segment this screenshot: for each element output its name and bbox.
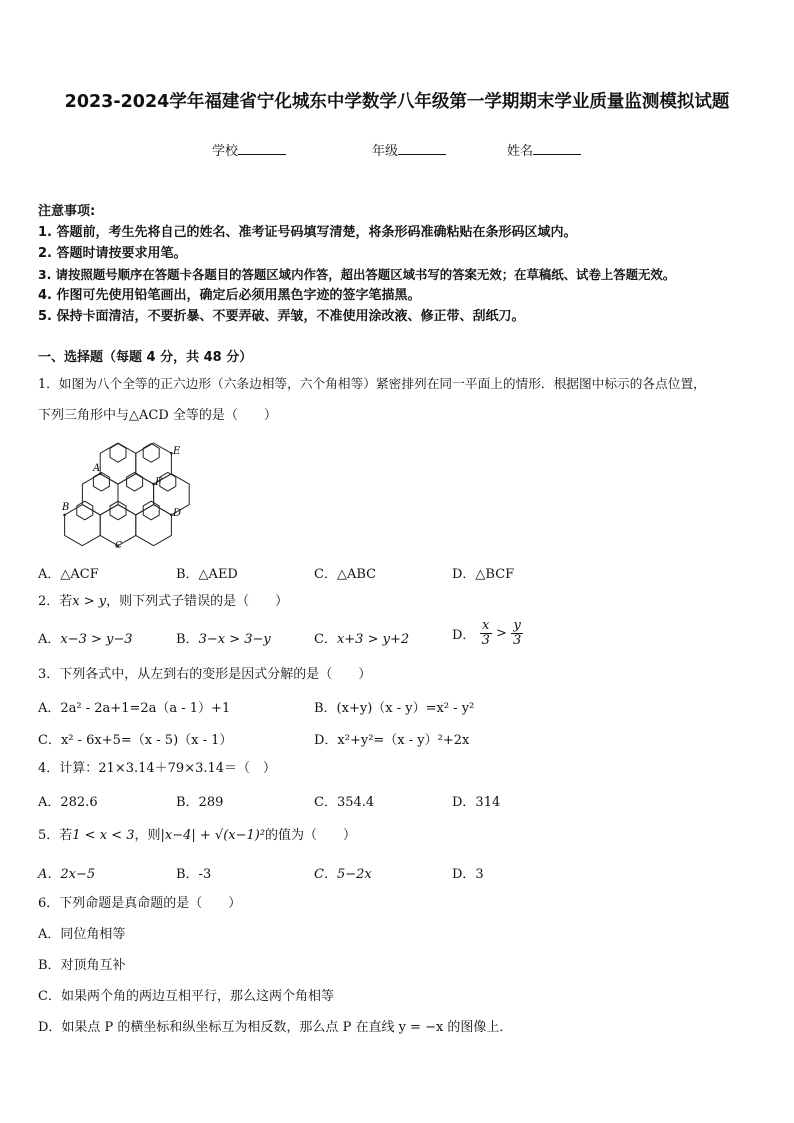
hexagon-outline <box>82 474 118 515</box>
hexagon-figure <box>60 438 190 550</box>
q6-option-a: A．同位角相等 <box>38 927 126 942</box>
point-label-b: B <box>62 502 70 513</box>
hexagon-outline <box>100 443 136 484</box>
hexagon-cell <box>143 444 159 463</box>
school-field <box>212 140 286 159</box>
point-b <box>63 514 66 517</box>
point-label-d: D <box>173 508 182 519</box>
q4-option-d: D．314 <box>452 795 501 810</box>
q4-option-b: B．289 <box>176 795 224 810</box>
q2-option-b: B．3−x > 3−y <box>176 632 271 647</box>
q5-option-b: B．-3 <box>176 867 212 882</box>
q2-option-c: C．x+3 > y+2 <box>314 632 410 647</box>
point-label-c: C <box>115 541 122 550</box>
notice-heading: 注意事项: <box>38 204 96 219</box>
school-label: 学校 <box>212 144 239 159</box>
hexagon-cell <box>143 501 159 520</box>
hexagon-outline <box>136 505 172 546</box>
grade-label: 年级 <box>372 144 399 159</box>
hexagon-outline <box>65 505 101 546</box>
q1-option-d: D．△BCF <box>452 567 515 582</box>
hexagon-outline <box>136 443 172 484</box>
q1-stem-line2: 下列三角形中与△ACD 全等的是（ ） <box>38 408 277 423</box>
notice-item: 5. 保持卡面清洁，不要折暴、不要弄破、弄皱，不准使用涂改液、修正带、刮纸刀。 <box>38 309 525 324</box>
q3-option-d: D．x²+y²=（x - y）²+2x <box>314 733 470 748</box>
q5-suffix: 的值为（ ） <box>265 828 357 843</box>
q3-option-a: A．2a² - 2a+1=2a（a - 1）+1 <box>38 701 231 716</box>
notice-item: 2. 答题时请按要求用笔。 <box>38 246 187 261</box>
q3-option-b: B．(x+y)（x - y）=x² - y² <box>314 701 475 716</box>
q6-option-b: B．对顶角互补 <box>38 958 126 973</box>
q5-expression: |x−4| + √(x−1)² <box>160 828 266 843</box>
hexagon-outline <box>118 474 154 515</box>
name-label: 姓名 <box>507 144 534 159</box>
school-blank <box>238 142 286 155</box>
q5-option-c: C．5−2x <box>314 867 372 882</box>
q5-condition: 1 < x < 3 <box>72 828 135 843</box>
grade-field <box>372 140 446 159</box>
hexagon-cell <box>93 472 109 491</box>
q6-option-d: D．如果点 P 的横坐标和纵坐标互为相反数，那么点 P 在直线 y = −x 的图像上． <box>38 1020 513 1035</box>
q6-stem: 6．下列命题是真命题的是（ ） <box>38 896 242 911</box>
q1-stem-line1: 1．如图为八个全等的正六边形（六条边相等，六个角相等）紧密排列在同一平面上的情形．根据图中标示的各点位置， <box>38 376 706 391</box>
q6-option-c: C．如果两个角的两边互相平行，那么这两个角相等 <box>38 989 334 1004</box>
q1-option-b: B．△AED <box>176 567 238 582</box>
grade-blank <box>398 142 446 155</box>
q5-stem <box>38 827 356 845</box>
notice-item: 3. 请按照题号顺序在答题卡各题目的答题区域内作答，超出答题区域书写的答案无效；在草稿纸、试卷上答题无效。 <box>38 267 676 282</box>
section-heading: 一、选择题（每题 4 分，共 48 分） <box>38 350 253 365</box>
q5-mid: ，则 <box>134 828 161 843</box>
point-label-f: F <box>155 477 162 488</box>
notice-item: 4. 作图可先使用铅笔画出，确定后必须用黑色字迹的签字笔描黑。 <box>38 288 421 303</box>
exam-title: 2023-2024学年福建省宁化城东中学数学八年级第一学期期末学业质量监测模拟试题 <box>64 92 730 112</box>
q3-stem: 3．下列各式中，从左到右的变形是因式分解的是（ ） <box>38 667 372 682</box>
q3-option-c: C．x² - 6x+5=（x - 5)（x - 1） <box>38 733 233 748</box>
notice-item: 1. 答题前，考生先将自己的姓名、准考证号码填写清楚，将条形码准确粘贴在条形码区域内。 <box>38 225 577 240</box>
point-label-a: A <box>93 463 101 474</box>
q4-option-a: A．282.6 <box>38 795 98 810</box>
q4-stem: 4．计算：21×3.14＋79×3.14＝（ ） <box>38 761 277 776</box>
q2-suffix: ，则下列式子错误的是（ ） <box>106 594 289 609</box>
q4-option-c: C．354.4 <box>314 795 375 810</box>
name-field <box>507 140 581 159</box>
q2-option-d: D． $\frac{x}{3}$ > $\frac{y}{3}$ <box>452 618 522 648</box>
point-label-e: E <box>173 446 181 457</box>
q5-prefix: 5．若 <box>38 828 73 843</box>
q5-option-d: D．3 <box>452 867 484 882</box>
q5-option-a: A．2x−5 <box>38 867 96 882</box>
q2-condition: x > y <box>72 594 107 609</box>
hexagon-cell <box>127 472 143 491</box>
hexagon-outline <box>100 505 136 546</box>
q1-option-c: C．△ABC <box>314 567 377 582</box>
q2-stem <box>38 593 288 611</box>
q1-option-a: A．△ACF <box>38 567 99 582</box>
name-blank <box>533 142 581 155</box>
q2-prefix: 2．若 <box>38 594 73 609</box>
hexagon-cell <box>77 501 93 520</box>
q2-option-a: A．x−3 > y−3 <box>38 632 133 647</box>
